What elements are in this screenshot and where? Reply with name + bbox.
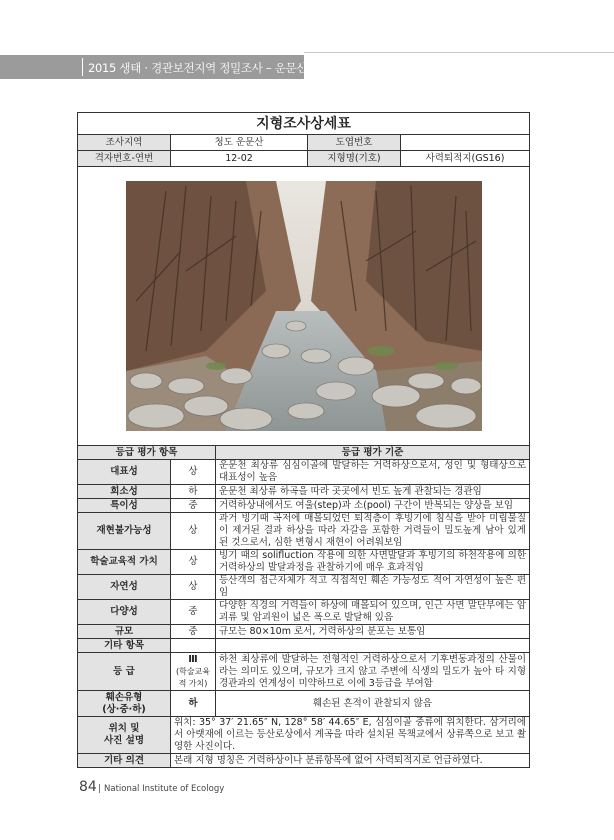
grade-desc: 하천 최상류에 발달하는 전형적인 거력하상으로서 기후변동과정의 산물이라는 의미도 있으며, 규모가 크지 않고 주변에 식생의 밀도가 높아 타 지형경관과의 연계성이 미약하므로 이에 3등급을 부여함 — [216, 653, 530, 691]
eval-item: 규모 — [78, 625, 171, 639]
landform-survey-table — [77, 112, 530, 768]
damage-label: 훼손유형 (상·중·하) — [78, 691, 171, 717]
grid-label: 격자번호-연번 — [78, 151, 171, 167]
photo-cell — [78, 167, 530, 446]
grade-value-cell — [171, 653, 216, 691]
eval-grade: 하 — [171, 485, 216, 499]
survey-area-label: 조사지역 — [78, 135, 171, 151]
stream-photo — [126, 181, 482, 431]
eval-grade: 중 — [171, 499, 216, 513]
rocky-stream-photo-image — [126, 181, 482, 431]
eval-grade: 상 — [171, 460, 216, 485]
other-opinion-label: 기타 의견 — [78, 754, 171, 768]
map-no-label: 도엽번호 — [308, 135, 401, 151]
eval-grade: 상 — [171, 575, 216, 600]
eval-desc: 과거 빙기때 곡저에 매몰되었던 퇴적층이 후빙기에 침식을 받아 미립물질이 제거된 결과 하상을 따라 자갈을 포함한 거력들이 밀도높게 남아 있게 된 것으로서, 심한 변형시 재현이 어려워보임 — [216, 513, 530, 550]
other-items-grade — [171, 639, 216, 653]
eval-desc: 다양한 직경의 거력들이 하상에 매몰되어 있으며, 인근 사면 말단부에는 암괴류 및 암괴원이 넓은 폭으로 발달해 있음 — [216, 600, 530, 625]
grade-value: Ⅲ — [188, 653, 198, 665]
eval-desc: 등산객의 접근자체가 적고 직접적인 훼손 가능성도 적어 자연성이 높은 편임 — [216, 575, 530, 600]
grid-value: 12-02 — [171, 151, 308, 167]
eval-desc: 운문천 최상류 심심이골에 발달하는 거력하상으로서, 성인 및 형태상으로 대표성이 높음 — [216, 460, 530, 485]
eval-items-header: 등급 평가 항목 — [78, 446, 216, 460]
location-label: 위치 및 사진 설명 — [78, 717, 171, 754]
running-header-title: 2015 생태 · 경관보전지역 정밀조사 – 운문산 — [88, 61, 308, 75]
damage-desc: 훼손된 흔적이 관찰되지 않음 — [216, 691, 530, 717]
eval-item: 특이성 — [78, 499, 171, 513]
eval-grade: 상 — [171, 550, 216, 575]
page-number: 84 — [79, 779, 97, 795]
map-no-value — [401, 135, 530, 151]
landform-label: 지형명(기호) — [308, 151, 401, 167]
eval-item: 대표성 — [78, 460, 171, 485]
top-rule — [304, 52, 614, 53]
eval-grade: 중 — [171, 600, 216, 625]
eval-desc: 규모는 80×10m 로서, 거력하상의 분포는 보통임 — [216, 625, 530, 639]
eval-grade: 중 — [171, 625, 216, 639]
eval-criteria-header: 등급 평가 기준 — [216, 446, 530, 460]
eval-desc: 거력하상내에서도 여울(step)과 소(pool) 구간이 반복되는 양상을 보임 — [216, 499, 530, 513]
footer-organization: National Institute of Ecology — [104, 784, 225, 794]
eval-desc: 운문천 최상류 하곡을 따라 곳곳에서 빈도 높게 관찰되는 경관임 — [216, 485, 530, 499]
eval-item: 희소성 — [78, 485, 171, 499]
other-items-desc — [216, 639, 530, 653]
eval-item: 학술교육적 가치 — [78, 550, 171, 575]
other-opinion-desc: 본래 지형 명칭은 거력하상이나 분류항목에 없어 사력퇴적지로 언급하였다. — [171, 754, 530, 768]
eval-desc: 빙기 때의 solifluction 작용에 의한 사면발달과 후빙기의 하천작용에 의한 거력하상의 발달과정을 관찰하기에 매우 효과적임 — [216, 550, 530, 575]
grade-label: 등 급 — [78, 653, 171, 691]
running-header-divider — [82, 58, 83, 76]
other-items-label: 기타 항목 — [78, 639, 171, 653]
location-desc: 위치: 35° 37′ 21.65″ N, 128° 58′ 44.65″ E, 심심이골 중류에 위치한다. 삼거리에서 아랫재에 이르는 등산로상에서 계곡을 따라 설치된 목책교에서 상류쪽으로 보고 촬영한 사진이다. — [171, 717, 530, 754]
eval-grade: 상 — [171, 513, 216, 550]
footer-divider — [99, 784, 100, 793]
grade-sub: (학술교육적 가치) — [175, 666, 211, 688]
landform-value: 사력퇴적지(GS16) — [401, 151, 530, 167]
eval-item: 자연성 — [78, 575, 171, 600]
eval-item: 다양성 — [78, 600, 171, 625]
eval-item: 재현불가능성 — [78, 513, 171, 550]
damage-value: 하 — [171, 691, 216, 717]
sheet-title: 지형조사상세표 — [78, 113, 530, 135]
survey-area-value: 청도 운문산 — [171, 135, 308, 151]
